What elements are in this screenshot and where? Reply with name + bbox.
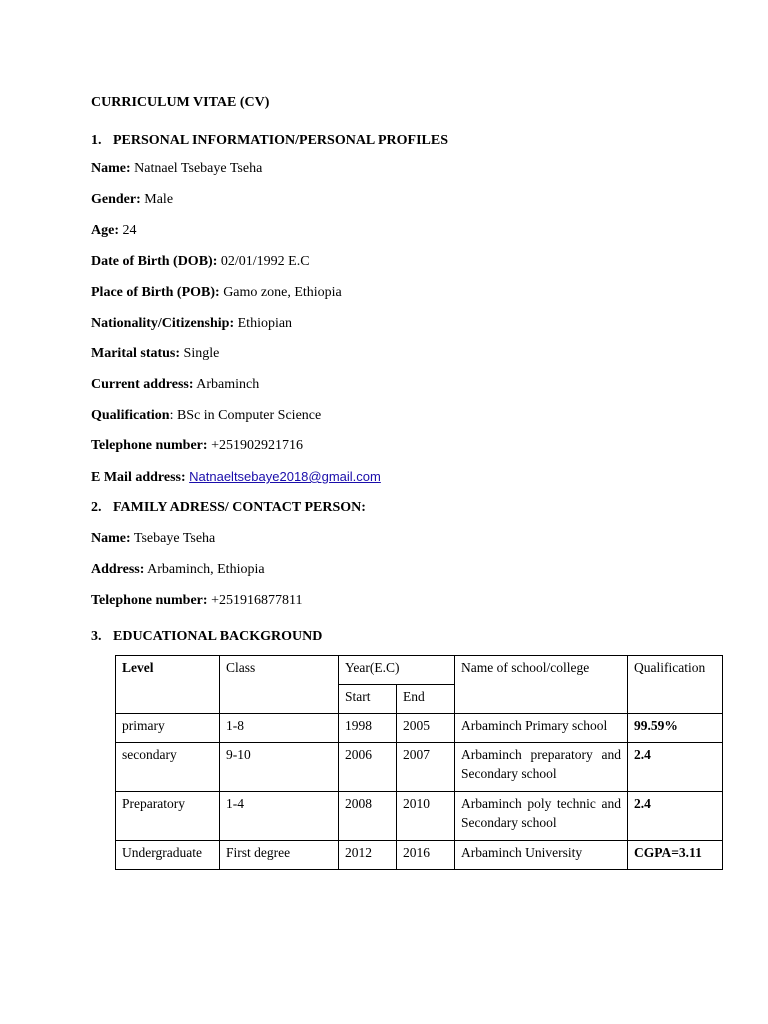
cell-level: secondary [116,743,220,792]
header-year: Year(E.C) [339,656,455,685]
contact-name [91,531,215,547]
section-2-title: FAMILY ADRESS/ CONTACT PERSON: [113,500,366,515]
table-header-row [116,656,723,685]
field-label: Telephone number: [91,438,208,453]
education-table [115,655,723,870]
section-1-number: 1. [91,133,102,148]
field-value: Single [180,346,220,361]
cell-end: 2005 [397,714,455,743]
section-2-number: 2. [91,500,102,515]
field-pob [91,285,342,301]
header-end: End [397,685,455,714]
section-1-heading [91,133,448,149]
field-telephone [91,438,303,454]
section-3-title: EDUCATIONAL BACKGROUND [113,629,323,644]
cell-level: Preparatory [116,792,220,841]
cell-start: 2006 [339,743,397,792]
cell-class: 1-4 [220,792,339,841]
field-current-address [91,377,259,393]
field-label: E Mail address: [91,470,186,485]
cell-level: primary [116,714,220,743]
field-value: 02/01/1992 E.C [217,254,310,269]
cell-qualification: 2.4 [628,792,723,841]
header-level: Level [116,656,220,714]
cell-qualification: 99.59% [628,714,723,743]
field-value: Tsebaye Tseha [130,531,216,546]
cell-class: 9-10 [220,743,339,792]
cell-school: Arbaminch Primary school [455,714,628,743]
cell-start: 1998 [339,714,397,743]
table-row [116,743,723,792]
field-name [91,161,262,177]
document-title: CURRICULUM VITAE (CV) [91,95,270,110]
section-2-heading [91,500,366,516]
cell-end: 2016 [397,841,455,870]
header-class: Class [220,656,339,714]
cell-class: 1-8 [220,714,339,743]
field-label: Nationality/Citizenship: [91,316,235,331]
contact-address [91,562,265,578]
field-value: Arbaminch [193,377,260,392]
field-value: +251916877811 [207,593,303,608]
cell-school: Arbaminch University [455,841,628,870]
section-3-number: 3. [91,629,102,644]
header-school: Name of school/college [455,656,628,714]
cell-school: Arbaminch poly technic and Secondary school [455,792,628,841]
field-age [91,223,137,239]
field-nationality [91,316,292,332]
field-value: : BSc in Computer Science [169,408,322,423]
cell-start: 2008 [339,792,397,841]
field-gender [91,192,173,208]
field-value: +251902921716 [207,438,303,453]
cell-level: Undergraduate [116,841,220,870]
cell-class: First degree [220,841,339,870]
field-label: Gender: [91,192,141,207]
cell-end: 2007 [397,743,455,792]
header-qualification: Qualification [628,656,723,714]
field-label: Marital status: [91,346,181,361]
field-label: Qualification [91,408,170,423]
table-row [116,714,723,743]
section-1-title: PERSONAL INFORMATION/PERSONAL PROFILES [113,133,449,148]
field-dob [91,254,310,270]
field-label: Date of Birth (DOB): [91,254,218,269]
field-email [91,469,381,486]
section-3-heading [91,629,322,645]
field-value: Ethiopian [234,316,293,331]
field-value: Gamo zone, Ethiopia [219,285,342,300]
field-label: Current address: [91,377,194,392]
cell-qualification: 2.4 [628,743,723,792]
contact-telephone [91,593,302,609]
field-label: Name: [91,531,131,546]
header-start: Start [339,685,397,714]
field-value: Male [140,192,174,207]
field-value: Natnael Tsebaye Tseha [130,161,263,176]
field-label: Age: [91,223,119,238]
email-link[interactable]: Natnaeltsebaye2018@gmail.com [189,469,381,484]
field-label: Telephone number: [91,593,208,608]
cell-school: Arbaminch preparatory and Secondary school [455,743,628,792]
field-label: Place of Birth (POB): [91,285,220,300]
field-value: 24 [119,223,137,238]
field-value: Arbaminch, Ethiopia [144,562,265,577]
field-marital-status [91,346,219,362]
table-row [116,792,723,841]
field-label: Address: [91,562,145,577]
field-qualification [91,408,321,424]
field-label: Name: [91,161,131,176]
cell-start: 2012 [339,841,397,870]
table-row [116,841,723,870]
cell-end: 2010 [397,792,455,841]
cell-qualification: CGPA=3.11 [628,841,723,870]
